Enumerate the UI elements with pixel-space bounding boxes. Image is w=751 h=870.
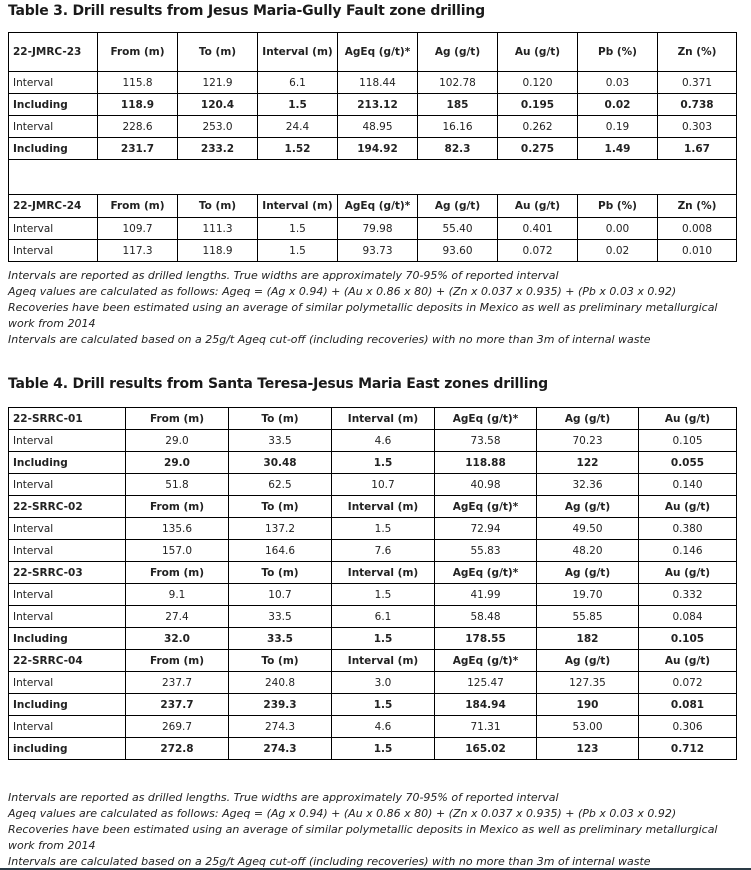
- column-header: From (m): [126, 496, 229, 518]
- column-header: Interval (m): [332, 562, 435, 584]
- table-cell: 0.306: [639, 716, 737, 738]
- table-cell: 0.105: [639, 430, 737, 452]
- table-header-row: [9, 33, 737, 72]
- table-cell: 1.5: [332, 584, 435, 606]
- table-cell: 62.5: [229, 474, 332, 496]
- column-header: From (m): [126, 650, 229, 672]
- table-cell: 190: [537, 694, 639, 716]
- table-cell: 164.6: [229, 540, 332, 562]
- column-header: AgEq (g/t)*: [435, 408, 537, 430]
- hole-id: 22-SRRC-04: [9, 650, 126, 672]
- table-header-row: [9, 562, 737, 584]
- column-header: From (m): [126, 562, 229, 584]
- table-cell: 185: [418, 94, 498, 116]
- table-cell: 53.00: [537, 716, 639, 738]
- table-cell: 0.055: [639, 452, 737, 474]
- table-row: [9, 694, 737, 716]
- table-cell: 274.3: [229, 738, 332, 760]
- table-cell: 49.50: [537, 518, 639, 540]
- footnote: Intervals are calculated based on a 25g/t Ageq cut-off (including recoveries) with no more than 3m of internal waste: [8, 333, 651, 346]
- table-row: [9, 738, 737, 760]
- column-header: Au (g/t): [639, 650, 737, 672]
- table-cell: 0.275: [498, 138, 578, 160]
- table-cell: 16.16: [418, 116, 498, 138]
- table-cell: 117.3: [98, 240, 178, 262]
- table-cell: 274.3: [229, 716, 332, 738]
- hole-id: 22-JMRC-23: [9, 33, 98, 72]
- table-cell: 118.9: [98, 94, 178, 116]
- table-spacer-row: [9, 160, 737, 195]
- table-cell: 157.0: [126, 540, 229, 562]
- table4-notes: [8, 790, 743, 870]
- table-row: [9, 116, 737, 138]
- table-cell: 70.23: [537, 430, 639, 452]
- table-cell: 48.95: [338, 116, 418, 138]
- table4: [8, 407, 737, 760]
- column-header: AgEq (g/t)*: [435, 650, 537, 672]
- row-label: Interval: [9, 430, 126, 452]
- table4-title: Table 4. Drill results from Santa Teresa-Jesus Maria East zones drilling: [8, 376, 548, 392]
- table-cell: 231.7: [98, 138, 178, 160]
- table-cell: 194.92: [338, 138, 418, 160]
- table-row: [9, 518, 737, 540]
- table-cell: 0.00: [578, 218, 658, 240]
- column-header: Ag (g/t): [537, 650, 639, 672]
- table-cell: 1.5: [258, 94, 338, 116]
- table-cell: 55.85: [537, 606, 639, 628]
- table-cell: 32.36: [537, 474, 639, 496]
- hole-id: 22-SRRC-02: [9, 496, 126, 518]
- table-cell: 118.44: [338, 72, 418, 94]
- table-row: [9, 138, 737, 160]
- table-cell: 213.12: [338, 94, 418, 116]
- row-label: Interval: [9, 518, 126, 540]
- row-label: Interval: [9, 72, 98, 94]
- column-header: Au (g/t): [498, 195, 578, 218]
- table-cell: 0.195: [498, 94, 578, 116]
- column-header: Ag (g/t): [418, 195, 498, 218]
- spacer-cell: [9, 160, 737, 195]
- table-cell: 115.8: [98, 72, 178, 94]
- table-cell: 1.67: [658, 138, 737, 160]
- table-cell: 33.5: [229, 628, 332, 650]
- table-cell: 6.1: [332, 606, 435, 628]
- table-cell: 102.78: [418, 72, 498, 94]
- table-cell: 269.7: [126, 716, 229, 738]
- table3-title: Table 3. Drill results from Jesus Maria-Gully Fault zone drilling: [8, 3, 485, 19]
- column-header: Ag (g/t): [537, 408, 639, 430]
- table-cell: 0.738: [658, 94, 737, 116]
- hole-id: 22-SRRC-03: [9, 562, 126, 584]
- table-cell: 0.072: [639, 672, 737, 694]
- row-label: Including: [9, 628, 126, 650]
- table-cell: 1.5: [332, 694, 435, 716]
- column-header: To (m): [229, 650, 332, 672]
- column-header: Ag (g/t): [537, 496, 639, 518]
- column-header: Pb (%): [578, 195, 658, 218]
- row-label: Interval: [9, 540, 126, 562]
- row-label: Interval: [9, 474, 126, 496]
- column-header: Zn (%): [658, 195, 737, 218]
- table-cell: 0.262: [498, 116, 578, 138]
- column-header: Interval (m): [258, 33, 338, 72]
- table-cell: 0.02: [578, 240, 658, 262]
- table-cell: 0.02: [578, 94, 658, 116]
- row-label: Including: [9, 452, 126, 474]
- table-cell: 0.120: [498, 72, 578, 94]
- table-cell: 4.6: [332, 716, 435, 738]
- table-cell: 0.146: [639, 540, 737, 562]
- table-cell: 182: [537, 628, 639, 650]
- table-cell: 135.6: [126, 518, 229, 540]
- hole-id: 22-SRRC-01: [9, 408, 126, 430]
- column-header: Zn (%): [658, 33, 737, 72]
- table-row: [9, 716, 737, 738]
- column-header: Pb (%): [578, 33, 658, 72]
- column-header: Interval (m): [332, 650, 435, 672]
- table-row: [9, 452, 737, 474]
- table-cell: 1.52: [258, 138, 338, 160]
- footnote: Ageq values are calculated as follows: Ageq = (Ag x 0.94) + (Au x 0.86 x 80) + (Zn x 0.037 x 0.935) + (Pb x 0.03 x 0.92): [8, 285, 677, 298]
- table-cell: 125.47: [435, 672, 537, 694]
- column-header: AgEq (g/t)*: [338, 195, 418, 218]
- table-cell: 4.6: [332, 430, 435, 452]
- table-cell: 0.303: [658, 116, 737, 138]
- table-cell: 1.5: [332, 738, 435, 760]
- column-header: Au (g/t): [498, 33, 578, 72]
- table-cell: 1.5: [332, 518, 435, 540]
- table-cell: 0.084: [639, 606, 737, 628]
- table-cell: 32.0: [126, 628, 229, 650]
- column-header: From (m): [98, 33, 178, 72]
- table-cell: 165.02: [435, 738, 537, 760]
- column-header: AgEq (g/t)*: [338, 33, 418, 72]
- table-row: [9, 474, 737, 496]
- table-cell: 72.94: [435, 518, 537, 540]
- table-cell: 120.4: [178, 94, 258, 116]
- table-cell: 29.0: [126, 430, 229, 452]
- table-cell: 109.7: [98, 218, 178, 240]
- footnote: Intervals are calculated based on a 25g/t Ageq cut-off (including recoveries) with no more than 3m of internal waste: [8, 855, 651, 868]
- table-cell: 19.70: [537, 584, 639, 606]
- table-cell: 118.9: [178, 240, 258, 262]
- table-cell: 33.5: [229, 606, 332, 628]
- footnote: Intervals are reported as drilled lengths. True widths are approximately 70-95% of reported interval: [8, 791, 559, 804]
- table-cell: 253.0: [178, 116, 258, 138]
- table-row: [9, 628, 737, 650]
- table-cell: 10.7: [229, 584, 332, 606]
- table-cell: 237.7: [126, 672, 229, 694]
- table-cell: 40.98: [435, 474, 537, 496]
- column-header: Interval (m): [258, 195, 338, 218]
- table-cell: 48.20: [537, 540, 639, 562]
- table-cell: 24.4: [258, 116, 338, 138]
- table-cell: 0.072: [498, 240, 578, 262]
- column-header: To (m): [229, 496, 332, 518]
- table-cell: 0.371: [658, 72, 737, 94]
- table-cell: 73.58: [435, 430, 537, 452]
- table-cell: 93.73: [338, 240, 418, 262]
- column-header: AgEq (g/t)*: [435, 562, 537, 584]
- row-label: Interval: [9, 240, 98, 262]
- column-header: Interval (m): [332, 496, 435, 518]
- table-cell: 1.5: [332, 628, 435, 650]
- table-cell: 0.105: [639, 628, 737, 650]
- table-cell: 9.1: [126, 584, 229, 606]
- column-header: From (m): [126, 408, 229, 430]
- table-row: [9, 240, 737, 262]
- row-label: including: [9, 738, 126, 760]
- table-cell: 51.8: [126, 474, 229, 496]
- column-header: To (m): [178, 195, 258, 218]
- row-label: Interval: [9, 672, 126, 694]
- table-cell: 0.081: [639, 694, 737, 716]
- table-cell: 55.83: [435, 540, 537, 562]
- footnote: Recoveries have been estimated using an average of similar polymetallic deposits in Mexico as well as preliminary metallurgical work from 2014: [8, 823, 718, 852]
- table-row: [9, 606, 737, 628]
- row-label: Interval: [9, 218, 98, 240]
- table-cell: 228.6: [98, 116, 178, 138]
- table-cell: 3.0: [332, 672, 435, 694]
- table-cell: 93.60: [418, 240, 498, 262]
- table-header-row: [9, 408, 737, 430]
- footnote: Intervals are reported as drilled lengths. True widths are approximately 70-95% of reported interval: [8, 269, 559, 282]
- table-cell: 233.2: [178, 138, 258, 160]
- footnote: Ageq values are calculated as follows: Ageq = (Ag x 0.94) + (Au x 0.86 x 80) + (Zn x 0.037 x 0.935) + (Pb x 0.03 x 0.92): [8, 807, 677, 820]
- table-cell: 0.140: [639, 474, 737, 496]
- column-header: Au (g/t): [639, 562, 737, 584]
- table-cell: 0.712: [639, 738, 737, 760]
- table-cell: 1.5: [332, 452, 435, 474]
- table-cell: 122: [537, 452, 639, 474]
- table-cell: 127.35: [537, 672, 639, 694]
- column-header: From (m): [98, 195, 178, 218]
- table-cell: 1.5: [258, 240, 338, 262]
- table-cell: 82.3: [418, 138, 498, 160]
- table-cell: 33.5: [229, 430, 332, 452]
- column-header: Au (g/t): [639, 408, 737, 430]
- row-label: Including: [9, 94, 98, 116]
- table-cell: 272.8: [126, 738, 229, 760]
- column-header: To (m): [229, 562, 332, 584]
- row-label: Including: [9, 138, 98, 160]
- table-cell: 6.1: [258, 72, 338, 94]
- hole-id: 22-JMRC-24: [9, 195, 98, 218]
- table-cell: 58.48: [435, 606, 537, 628]
- table-cell: 30.48: [229, 452, 332, 474]
- table-cell: 0.03: [578, 72, 658, 94]
- table-row: [9, 430, 737, 452]
- table-cell: 0.010: [658, 240, 737, 262]
- column-header: To (m): [178, 33, 258, 72]
- column-header: Ag (g/t): [418, 33, 498, 72]
- footnote: Recoveries have been estimated using an average of similar polymetallic deposits in Mexico as well as preliminary metallurgical work from 2014: [8, 301, 718, 330]
- table-cell: 41.99: [435, 584, 537, 606]
- table-cell: 71.31: [435, 716, 537, 738]
- table3-notes: [8, 268, 743, 348]
- table-cell: 118.88: [435, 452, 537, 474]
- table-row: [9, 94, 737, 116]
- row-label: Interval: [9, 716, 126, 738]
- table-row: [9, 584, 737, 606]
- table-header-row: [9, 650, 737, 672]
- row-label: Interval: [9, 116, 98, 138]
- table-cell: 137.2: [229, 518, 332, 540]
- table-cell: 178.55: [435, 628, 537, 650]
- column-header: To (m): [229, 408, 332, 430]
- table3: [8, 32, 737, 262]
- table-cell: 1.49: [578, 138, 658, 160]
- row-label: Interval: [9, 606, 126, 628]
- table-cell: 55.40: [418, 218, 498, 240]
- table-row: [9, 218, 737, 240]
- table-cell: 111.3: [178, 218, 258, 240]
- table-cell: 184.94: [435, 694, 537, 716]
- table-cell: 123: [537, 738, 639, 760]
- table-cell: 121.9: [178, 72, 258, 94]
- row-label: Interval: [9, 584, 126, 606]
- table-row: [9, 540, 737, 562]
- column-header: Ag (g/t): [537, 562, 639, 584]
- column-header: AgEq (g/t)*: [435, 496, 537, 518]
- table-cell: 0.008: [658, 218, 737, 240]
- table-row: [9, 672, 737, 694]
- table-cell: 1.5: [258, 218, 338, 240]
- table-cell: 239.3: [229, 694, 332, 716]
- table-cell: 0.401: [498, 218, 578, 240]
- table-cell: 27.4: [126, 606, 229, 628]
- row-label: Including: [9, 694, 126, 716]
- table-cell: 237.7: [126, 694, 229, 716]
- table-header-row: [9, 496, 737, 518]
- table-cell: 0.19: [578, 116, 658, 138]
- table-row: [9, 72, 737, 94]
- table-cell: 240.8: [229, 672, 332, 694]
- column-header: Interval (m): [332, 408, 435, 430]
- table-header-row: [9, 195, 737, 218]
- table-cell: 79.98: [338, 218, 418, 240]
- table-cell: 29.0: [126, 452, 229, 474]
- table-cell: 10.7: [332, 474, 435, 496]
- column-header: Au (g/t): [639, 496, 737, 518]
- table-cell: 0.332: [639, 584, 737, 606]
- table-cell: 0.380: [639, 518, 737, 540]
- table-cell: 7.6: [332, 540, 435, 562]
